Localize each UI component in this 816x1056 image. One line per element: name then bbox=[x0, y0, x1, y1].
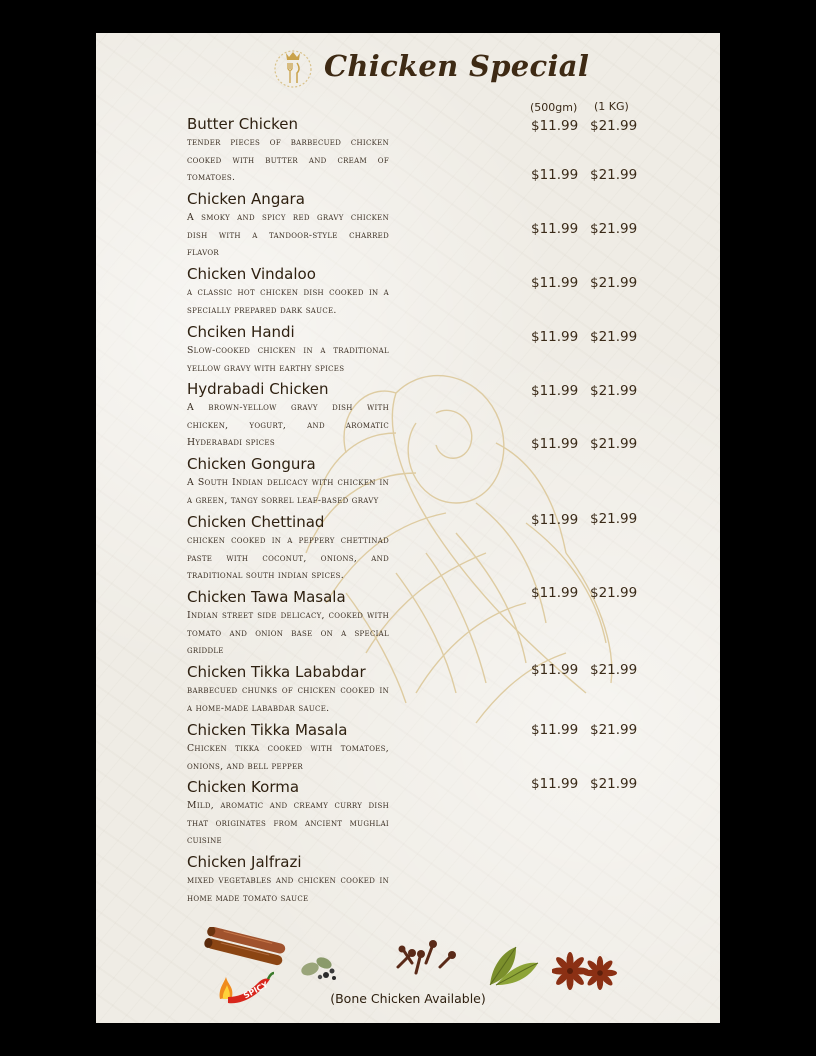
price-half: $11.99 bbox=[531, 383, 579, 399]
menu-item bbox=[187, 588, 389, 660]
price-full: $21.99 bbox=[590, 118, 638, 134]
menu-item bbox=[187, 190, 389, 262]
item-description: tender pieces of barbecued chicken cooked with butter and cream of tomatoes. bbox=[187, 137, 389, 183]
item-description: Chicken tikka cooked with tomatoes, onions, and bell pepper bbox=[187, 743, 389, 772]
page-title: Chicken Special bbox=[324, 49, 590, 83]
cardamom-pods-icon bbox=[296, 951, 340, 983]
menu-header bbox=[272, 47, 590, 91]
item-description: Indian street side delicacy, cooked with tomato and onion base on a special griddle bbox=[187, 610, 389, 656]
price-half: $11.99 bbox=[531, 436, 579, 452]
price-half: $11.99 bbox=[531, 585, 579, 601]
item-description: A smoky and spicy red gravy chicken dish with a tandoor-style charred flavor bbox=[187, 212, 389, 258]
item-description: mixed vegetables and chicken cooked in home made tomato sauce bbox=[187, 875, 389, 904]
star-anise-icon bbox=[552, 951, 620, 991]
item-name: Chciken Handi bbox=[187, 323, 295, 341]
item-name: Chicken Jalfrazi bbox=[187, 853, 302, 871]
column-header-half: (500gm) bbox=[530, 101, 578, 114]
spicy-badge-text: SPICY bbox=[242, 980, 270, 1001]
menu-item bbox=[187, 265, 389, 319]
bone-chicken-note: (Bone Chicken Available) bbox=[330, 991, 486, 1006]
crown-cutlery-logo-icon bbox=[272, 47, 314, 89]
item-name: Chicken Korma bbox=[187, 778, 300, 796]
price-full: $21.99 bbox=[590, 221, 638, 237]
price-half: $11.99 bbox=[531, 221, 579, 237]
menu-item bbox=[187, 663, 389, 717]
menu-item bbox=[187, 513, 389, 585]
price-half: $11.99 bbox=[531, 118, 579, 134]
price-half: $11.99 bbox=[531, 722, 579, 738]
bay-leaf-icon bbox=[486, 945, 540, 989]
menu-item bbox=[187, 115, 389, 187]
item-name: Chicken Tikka Masala bbox=[187, 721, 348, 739]
price-half: $11.99 bbox=[531, 512, 579, 528]
cloves-icon bbox=[390, 937, 458, 977]
menu-item bbox=[187, 778, 389, 850]
price-half: $11.99 bbox=[531, 167, 579, 183]
item-description: barbecued chunks of chicken cooked in a home-made lababdar sauce. bbox=[187, 685, 389, 714]
price-half: $11.99 bbox=[531, 275, 579, 291]
item-description: chicken cooked in a peppery chettinad paste with coconut, onions, and traditional south indian spices. bbox=[187, 535, 389, 581]
menu-item bbox=[187, 721, 389, 775]
cinnamon-sticks-icon bbox=[200, 927, 290, 971]
price-half: $11.99 bbox=[531, 662, 579, 678]
price-full: $21.99 bbox=[590, 585, 638, 601]
price-full: $21.99 bbox=[590, 275, 638, 291]
price-full: $21.99 bbox=[590, 511, 638, 527]
item-name: Chicken Tikka Lababdar bbox=[187, 663, 366, 681]
menu-item bbox=[187, 853, 389, 907]
item-name: Chicken Vindaloo bbox=[187, 265, 316, 283]
price-full: $21.99 bbox=[590, 329, 638, 345]
price-half: $11.99 bbox=[531, 329, 579, 345]
price-full: $21.99 bbox=[590, 722, 638, 738]
item-description: Mild, aromatic and creamy curry dish that originates from ancient mughlai cuisine bbox=[187, 800, 389, 846]
item-name: Chicken Angara bbox=[187, 190, 305, 208]
item-name: Butter Chicken bbox=[187, 115, 299, 133]
item-description: A South Indian delicacy with chicken in a green, tangy sorrel leaf-based gravy bbox=[187, 477, 389, 506]
menu-item bbox=[187, 455, 389, 509]
item-name: Chicken Gongura bbox=[187, 455, 316, 473]
menu-page bbox=[96, 33, 720, 1023]
item-description: Slow-cooked chicken in a traditional yellow gravy with earthy spices bbox=[187, 345, 389, 374]
item-name: Chicken Tawa Masala bbox=[187, 588, 346, 606]
price-full: $21.99 bbox=[590, 167, 638, 183]
item-name: Hydrabadi Chicken bbox=[187, 380, 329, 398]
price-full: $21.99 bbox=[590, 776, 638, 792]
menu-item bbox=[187, 323, 389, 377]
column-header-full: (1 KG) bbox=[594, 100, 629, 113]
price-full: $21.99 bbox=[590, 662, 638, 678]
price-half: $11.99 bbox=[531, 776, 579, 792]
menu-item bbox=[187, 380, 389, 452]
item-description: A brown-yellow gravy dish with chicken, yogurt, and aromatic Hyderabadi spices bbox=[187, 402, 389, 448]
price-full: $21.99 bbox=[590, 383, 638, 399]
price-full: $21.99 bbox=[590, 436, 638, 452]
item-name: Chicken Chettinad bbox=[187, 513, 325, 531]
item-description: a classic hot chicken dish cooked in a specially prepared dark sauce. bbox=[187, 287, 389, 316]
